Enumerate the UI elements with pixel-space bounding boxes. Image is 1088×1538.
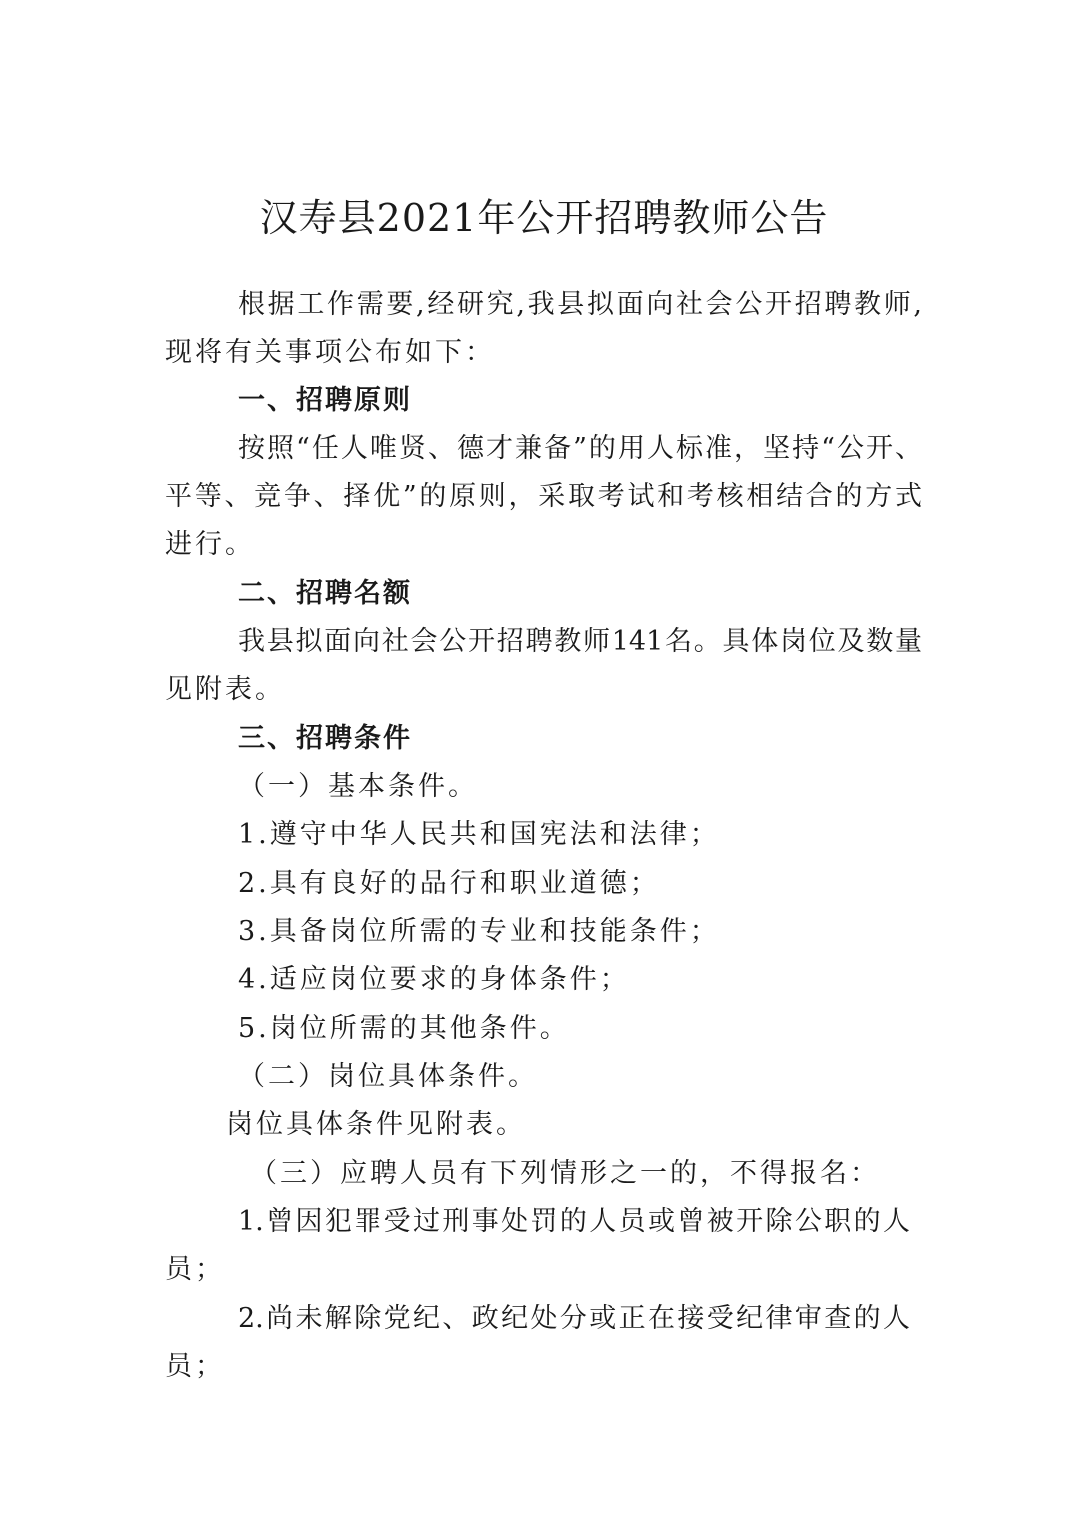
subsection-2-heading: （二）岗位具体条件。 <box>238 1061 538 1092</box>
condition-item-3: 3.具备岗位所需的专业和技能条件； <box>238 916 720 947</box>
section-1-line-2: 平等、竞争、择优”的原则，采取考试和考核相结合的方式 <box>165 481 922 512</box>
section-2-heading: 二、招聘名额 <box>238 578 412 609</box>
document-title: 汉寿县2021年公开招聘教师公告 <box>259 196 829 240</box>
subsection-2-text: 岗位具体条件见附表。 <box>226 1109 526 1140</box>
exclusion-1-line-2: 员； <box>165 1254 225 1285</box>
section-1-line-3: 进行。 <box>165 529 255 560</box>
section-2-line-2: 见附表。 <box>165 674 285 705</box>
exclusion-1-line-1: 1.曾因犯罪受过刑事处罚的人员或曾被开除公职的人 <box>238 1206 910 1237</box>
section-3-heading: 三、招聘条件 <box>238 723 412 754</box>
section-1-line-1: 按照“任人唯贤、德才兼备”的用人标准，坚持“公开、 <box>238 433 922 464</box>
condition-item-4: 4.适应岗位要求的身体条件； <box>238 964 630 995</box>
intro-line-1: 根据工作需要,经研究,我县拟面向社会公开招聘教师, <box>238 289 922 320</box>
intro-line-2: 现将有关事项公布如下： <box>165 337 495 368</box>
subsection-1-heading: （一）基本条件。 <box>238 771 478 802</box>
exclusion-2-line-2: 员； <box>165 1351 225 1382</box>
exclusion-2-line-1: 2.尚未解除党纪、政纪处分或正在接受纪律审查的人 <box>238 1303 910 1334</box>
section-2-line-1: 我县拟面向社会公开招聘教师141名。具体岗位及数量 <box>238 626 922 657</box>
subsection-3-heading: （三）应聘人员有下列情形之一的，不得报名： <box>250 1158 880 1189</box>
condition-item-5: 5.岗位所需的其他条件。 <box>238 1013 570 1044</box>
condition-item-2: 2.具有良好的品行和职业道德； <box>238 868 660 899</box>
section-1-heading: 一、招聘原则 <box>238 385 412 416</box>
condition-item-1: 1.遵守中华人民共和国宪法和法律； <box>238 819 720 850</box>
